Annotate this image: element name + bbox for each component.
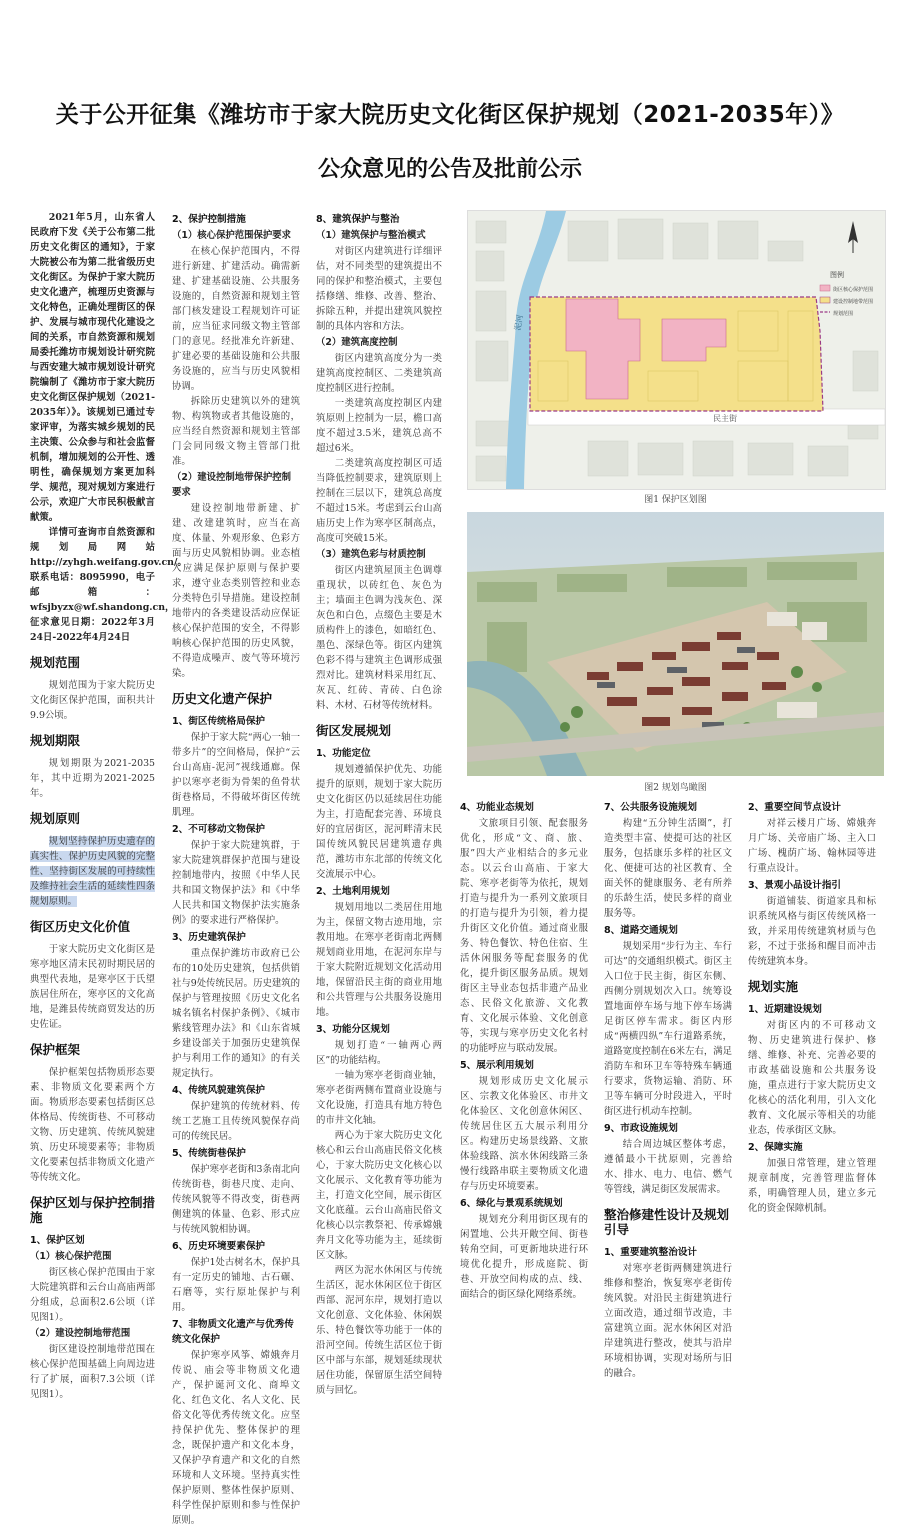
heritage-s6-text: 保护1处古树名木，保护具有一定历史的铺地、古石碾、石磨等，实行原址保护与利用。 (172, 1257, 300, 1313)
heritage-s1-text: 保护于家大院“两心一轴一带多片”的空间格局，保护“云台山高庙-泥河”视线通廊。保护以寒亭老街为骨架的鱼骨状街巷格局，不得破坏街区传统肌理。 (172, 732, 300, 818)
zoning-s1: 1、保护区划 (30, 1235, 85, 1246)
range-heading: 规划范围 (30, 655, 81, 670)
bottom-column-1 (460, 798, 588, 1302)
development-s8: 8、道路交通规划 (604, 925, 678, 936)
renovation-s8c: （3）建筑色彩与材质控制 (316, 549, 426, 560)
zoning-s2a-text2: 拆除历史建筑以外的建筑物、构筑物或者其他设施的，应当经自然资源和规划主管部门会同同级文物主管部门批准。 (172, 396, 300, 467)
intro-paragraph: 2021年5月，山东省人民政府下发《关于公布第二批历史文化街区的通知》，于家大院被公布为第二批省级历史文化街区。为保护于家大院历史文化遗产，梳理历史资源与文化特色，正确处理街区的保护、发展与城市现代化建设之间的关系，市自然资源和规划局委托潍坊市规划设计研究院与西安建大城市规划设计研究院编制了《潍坊市于家大院历史文化街区保护规划（2021-2035年）》。该规划已通过专家评审，为落实城乡规划的民主决策、公众参与和社会监督机制，增加规划的公开性、透明性，确保规划方案更加科学、规范，现对规划方案进行公示，欢迎广大市民积极献言献策。 (30, 212, 155, 523)
development-s2-text: 规划用地以二类居住用地为主，保留文物古迹用地，宗教用地。在寒亭老街南北两侧规划商业用地，在泥河东岸与于家大院附近规划文化活动用地，保留沿民主街的商业用地和公共管理与公共服务设施用地。 (316, 902, 442, 1018)
zoning-s1b-text: 街区建设控制地带范围在核心保护范围基础上向周边进行了扩展，面积7.3公顷（详见图1）。 (30, 1344, 155, 1400)
implementation-heading: 规划实施 (748, 979, 799, 994)
zoning-s1a-text: 街区核心保护范围由于家大院建筑群和云台山高庙两部分组成，总面积2.6公顷（详见图1）。 (30, 1267, 155, 1323)
heritage-s5: 5、传统街巷保护 (172, 1148, 246, 1159)
development-s1-text: 规划遵循保护优先、功能提升的原则，规划于家大院历史文化街区仍以延续居住功能为主，打造配套完善、环境良好的宜居街区，泥河畔清末民国传统风貌民居建筑遗存典范，潍坊市东北部的传统文化交流展示中心。 (316, 764, 442, 880)
contact-paragraph: 详情可查询市自然资源和规划局网站http://zyhgh.weifang.gov.cn/。联系电话：8095990，电子邮箱：wfsjbyzx@wf.shandong.cn，征求意见日期：2022年3月24日-2022年4月24日 (30, 527, 187, 643)
renovation-s8b-text3: 二类建筑高度控制区可适当降低控制要求，建筑原则上控制在三层以下，建筑总高度不超过15米。考虑到云台山高庙历史上作为寒亭区制高点，高度可突破15米。 (316, 458, 442, 544)
renovation-s8a: （1）建筑保护与整治模式 (316, 230, 426, 241)
legend-core: 街区核心保护范围 (833, 287, 874, 293)
development-s3-text: 规划打造“一轴两心两区”的功能结构。 (316, 1040, 442, 1066)
development-s6-text: 规划充分利用街区现有的闲置地、公共开敞空间、街巷转角空间，可更新地块进行环境优化提升，形成庭院、街巷、开放空间构成的点、线、面结合的街区绿化网络系统。 (460, 1214, 588, 1300)
range-text: 规划范围为于家大院历史文化街区保护范围，面积共计9.9公顷。 (30, 680, 155, 721)
value-heading: 街区历史文化价值 (30, 919, 131, 934)
zoning-s2a: （1）核心保护范围保护要求 (172, 230, 292, 241)
development-s3-text4: 两区为泥水休闲区与传统生活区，泥水休闲区位于街区西部、泥河东岸，规划打造以文化创意、文化体验、休闲娱乐、特色餐饮等功能于一体的沿河空间。传统生活区位于街区中部与东部，规划延续现状居住功能，保留原生活空间特质与回忆。 (316, 1265, 442, 1396)
aerial-rendering-svg (467, 512, 884, 776)
figure-1-caption: 图1 保护区划图 (644, 495, 707, 505)
renovation-s8: 8、建筑保护与整治 (316, 214, 400, 225)
zoning-s2: 2、保护控制措施 (172, 214, 246, 225)
development-s7: 7、公共服务设施规划 (604, 802, 698, 813)
guidance-s3-text: 街道铺装、街道家具和标识系统风格与街区传统风格一致，并采用传统建筑材质与色彩，不过于张扬和醒目而冲击传统建筑本身。 (748, 896, 876, 967)
renovation-s8b-text2: 一类建筑高度控制区内建筑原则上控制为一层，檐口高度不超过3.5米，建筑总高不超过6米。 (316, 398, 442, 454)
guidance-s1-text: 对寒亭老街两侧建筑进行维修和整治，恢复寒亭老街传统风貌。对沿民主街建筑进行立面改造，通过细节改造，丰富建筑立面。泥水休闲区对沿岸建筑进行整改，使其与沿岸环境相协调，实现对场所与旧的融合。 (604, 1263, 732, 1379)
renovation-s8c-text: 街区内建筑屋顶主色调尊重现状，以砖红色、灰色为主；墙面主色调为浅灰色、深灰色和白色，点缀色主要是木质构件上的漆色，如暗红色、墨色、深绿色等。街区内建筑色彩不得与建筑主色调形成强烈对比。建筑材料采用红瓦、灰瓦、红砖、青砖、白色涂料、木材、石材等传统材料。 (316, 565, 442, 711)
guidance-s3: 3、景观小品设计指引 (748, 880, 842, 891)
implementation-s1: 1、近期建设规划 (748, 1004, 822, 1015)
heritage-s6: 6、历史环境要素保护 (172, 1241, 266, 1252)
heritage-s3-text: 重点保护潍坊市政府已公布的10处历史建筑，包括供销社与9处传统民居。历史建筑的保护与管理按照《历史文化名城名镇名村保护条例》、《城市紫线管理办法》和《山东省城乡建设部关于加强历史建筑保护与利用工作的通知》的有关规定执行。 (172, 948, 300, 1079)
aerial-rendering (467, 512, 884, 776)
legend-boundary: 规划范围 (833, 311, 854, 317)
development-s2: 2、土地利用规划 (316, 886, 390, 897)
development-s4-text: 文旅项目引领、配套服务优化，形成“文、商、旅、服”四大产业相结合的多元业态。以云台山高庙、于家大院、寒亭老街等为依托，规划打造与提升为一系列文旅项目的打造与提升为引领，着力提升街区文化价值。通过商业服务、特色餐饮、特色住宿、生活休闲服务等配套服务的优化，提升街区服务品质。规划街区主导业态包括非遗产品业态、民俗文化旅游、文化教育、文化展示体验、文化创意等，实现与寒亭历史文化名村的功能呼应与联动发展。 (460, 818, 588, 1054)
heritage-s7: 7、非物质文化遗产与优秀传统文化保护 (172, 1319, 294, 1345)
zoning-s1a: （1）核心保护范围 (30, 1251, 112, 1262)
zoning-s2a-text: 在核心保护范围内，不得进行新建、扩建活动。确需新建、扩建基础设施、公共服务设施的，自然资源和规划主管部门核发建设工程规划许可证前，应当征求同级文物主管部门的意见。经批准允许新建、扩建必要的基础设施和公共服务设施的，应当与历史风貌相协调。 (172, 246, 300, 392)
development-s3-text3: 两心为于家大院历史文化核心和云台山高庙民俗文化核心，于家大院历史文化核心以文化展示、文化教育等功能为主，打造文化空间，展示街区文化底蕴。云台山高庙民俗文化核心以宗教祭祀、传承嫦娥奔月文化等功能为主，延续街区文脉。 (316, 1130, 442, 1261)
implementation-s2: 2、保障实施 (748, 1142, 803, 1153)
development-heading: 街区发展规划 (316, 723, 392, 738)
heritage-s3: 3、历史建筑保护 (172, 932, 246, 943)
title-line-1: 关于公开征集《潍坊市于家大院历史文化街区保护规划（2021-2035年）》 (55, 102, 845, 128)
period-text: 规划期限为2021-2035年，其中近期为2021-2025年。 (30, 758, 155, 799)
heritage-s1: 1、街区传统格局保护 (172, 716, 266, 727)
legend-title: 图例 (830, 271, 844, 279)
figure-2-caption: 图2 规划鸟瞰图 (644, 783, 707, 793)
guidance-s2: 2、重要空间节点设计 (748, 802, 842, 813)
zoning-s1b: （2）建设控制地带范围 (30, 1328, 131, 1339)
title-line-2: 公众意见的公告及批前公示 (317, 157, 582, 182)
guidance-s1: 1、重要建筑整治设计 (604, 1247, 698, 1258)
protection-zoning-map (467, 210, 886, 490)
development-s6: 6、绿化与景观系统规划 (460, 1198, 563, 1209)
heritage-s5-text: 保护寒亭老街和3条南北向传统街巷，街巷尺度、走向、传统风貌等不得改变，街巷两侧建筑的体量、色彩、形式应与传统风貌相协调。 (172, 1164, 300, 1235)
development-s8-text: 规划采用“步行为主、车行可达”的交通组织模式。街区主入口位于民主街，街区东侧、西侧分别规划次入口。统筹设置地面停车场与地下停车场满足街区停车需求。街区内形成“两横四纵”车行道路系统，道路宽度控制在6米左右，满足消防车和环卫车等特殊车辆通行要求，货物运输、消防、环卫等车辆可分时段进入，平时街区进行机动车控制。 (604, 941, 732, 1117)
guidance-heading: 整治修建性设计及规划引导 (604, 1207, 730, 1237)
renovation-s8b: （2）建筑高度控制 (316, 337, 398, 348)
heritage-s4: 4、传统风貌建筑保护 (172, 1085, 266, 1096)
framework-heading: 保护框架 (30, 1042, 81, 1057)
legend-control: 建设控制地带范围 (833, 299, 874, 305)
development-s5-text: 规划形成历史文化展示区、宗教文化体验区、市井文化体验区、文化创意休闲区、传统居住区五大展示利用分区。构建历史场景线路、文旅体验线路、滨水休闲线路三条慢行线路串联主要物质文化遗存与历史环境要素。 (460, 1076, 588, 1192)
bottom-column-2 (604, 798, 732, 1381)
heritage-s2: 2、不可移动文物保护 (172, 824, 266, 835)
period-heading: 规划期限 (30, 733, 81, 748)
development-s3-text2: 一轴为寒亭老街商业轴，寒亭老街两侧布置商业设施与文化设施，打造具有地方特色的市井文化轴。 (316, 1070, 442, 1126)
heritage-s7-text: 保护寒亭风筝、嫦娥奔月传说、庙会等非物质文化遗产，保护诞河文化、商埠文化、红色文化、名人文化、民俗文化等优秀传统文化。应坚持保护优先、整体保护的理念，既保护遗产和文化本身，又保护孕育遗产和文化的自然环境和人文环境。坚持真实性保护原则、整体性保护原则、科学性保护原则和参与性保护原则。 (172, 1350, 300, 1526)
zoning-s2b-text: 建设控制地带新建、扩建、改建建筑时，应当在高度、体量、外观形象、色彩方面与历史风貌相协调。业态植入应满足保护原则与保护要求，遵守业态类别管控和业态分类特色引导措施。建设控制地带内的各类建设活动应保证核心保护范围的安全，不得影响核心保护范围的历史风貌，不得造成噪声、废气等环境污染。 (172, 503, 300, 679)
zoning-heading: 保护区划与保护控制措施 (30, 1195, 156, 1225)
zoning-map-svg (468, 211, 885, 489)
heritage-s2-text: 保护于家大院建筑群，于家大院建筑群保护范围与建设控制地带内，按照《中华人民共和国文物保护法》和《中华人民共和国文物保护法实施条例》的要求进行严格保护。 (172, 840, 300, 926)
development-s5: 5、展示利用规划 (460, 1060, 534, 1071)
framework-text: 保护框架包括物质形态要素、非物质文化要素两个方面。物质形态要素包括街区总体格局、传统街巷、不可移动文物、历史建筑、传统风貌建筑、历史环境要素等；非物质文化要素包括非物质文化遗产等传统文化。 (30, 1067, 155, 1183)
renovation-s8a-text: 对街区内建筑进行详细评估，对不同类型的建筑提出不同的保护和整治模式，主要包括修缮、维修、改善、整治、拆除五种，并提出建筑风貌控制的具体内容和方法。 (316, 246, 442, 332)
zoning-s2b: （2）建设控制地带保护控制要求 (172, 472, 292, 498)
road-label: 民主街 (713, 414, 737, 423)
implementation-s2-text: 加强日常管理，建立管理规章制度，完善管理监督体系，明确管理人员，建立多元化的资金保障机制。 (748, 1158, 876, 1214)
column-3 (316, 210, 442, 1398)
column-2 (172, 210, 300, 1528)
development-s7-text: 构建“五分钟生活圈”，打造类型丰富、使提可达的社区服务，包括康乐多样的社区文化、便捷可达的社区教育、全面关怀的健康服务、老有所养的乐龄生活，使民多样的商业服务等。 (604, 818, 732, 919)
development-s9: 9、市政设施规划 (604, 1123, 678, 1134)
development-s9-text: 结合周边城区整体考虑，遵循最小干扰原则，完善给水、排水、电力、电信、燃气等管线，满足街区发展需求。 (604, 1139, 732, 1195)
development-s3: 3、功能分区规划 (316, 1024, 390, 1035)
column-1 (30, 210, 187, 1402)
heritage-s4-text: 保护建筑的传统材料、传统工艺施工且传统风貌保存尚可的传统民居。 (172, 1101, 300, 1142)
bottom-column-3 (748, 798, 876, 1216)
principle-heading: 规划原则 (30, 811, 81, 826)
heritage-heading: 历史文化遗产保护 (172, 691, 273, 706)
guidance-s2-text: 对祥云楼月广场、嫦娥奔月广场、关帝庙广场、主入口广场、槐荫广场、翰林园等进行重点设计。 (748, 818, 876, 874)
implementation-s1-text: 对街区内的不可移动文物、历史建筑进行保护、修缮、维修、补充、完善必要的市政基础设施和公共服务设施，重点进行于家大院历史文化核心的活化利用，引入文化教育、文化展示等相关的功能业态，传承街区文脉。 (748, 1020, 876, 1136)
development-s1: 1、功能定位 (316, 748, 371, 759)
development-s4: 4、功能业态规划 (460, 802, 534, 813)
principle-text: 规划坚持保护历史遗存的真实性、保护历史风貌的完整性、坚持街区发展的可持续性及维持社会生活的延续性四条规划原则。 (30, 836, 155, 907)
value-text: 于家大院历史文化街区是寒亭地区清末民初时期民居的典型代表地，是寒亭区于氏望族居住所在，寒亭区的文化高地，是潍县传统商贸发达的历史佐证。 (30, 944, 155, 1030)
river-label: 泥河 (513, 314, 525, 332)
renovation-s8b-text: 街区内建筑高度分为一类建筑高度控制区、二类建筑高度控制区进行控制。 (316, 353, 442, 394)
